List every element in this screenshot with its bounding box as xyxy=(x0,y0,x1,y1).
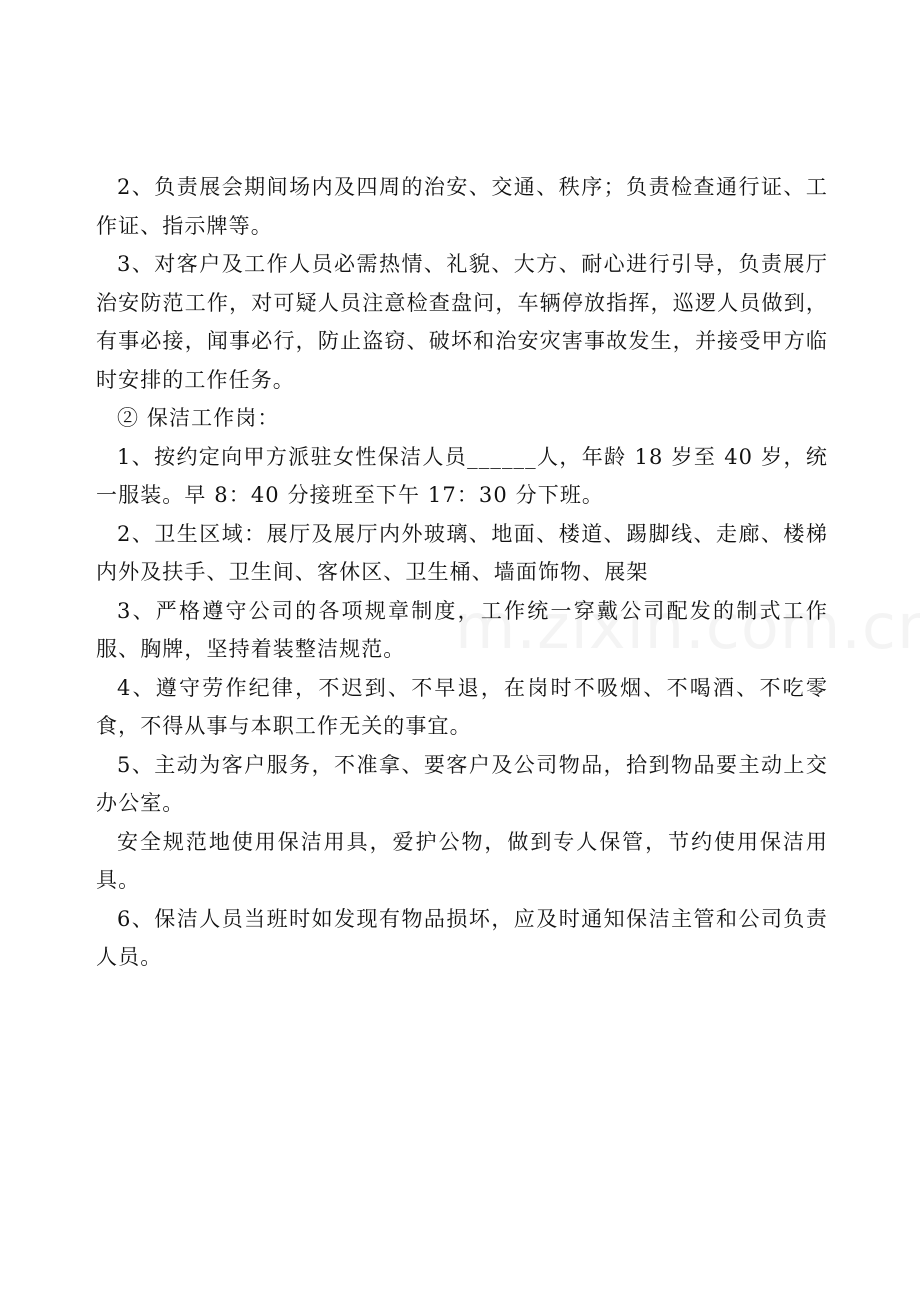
paragraph-security-duty-3: 3、对客户及工作人员必需热情、礼貌、大方、耐心进行引导，负责展厅治安防范工作，对可疑人员注意检查盘问，车辆停放指挥，巡逻人员做到，有事必接，闻事必行，防止盗窃、破坏和治安灾害事故发生，并接受甲方临时安排的工作任务。 xyxy=(96,252,828,392)
paragraph-security-duty-2: 2、负责展会期间场内及四周的治安、交通、秩序；负责检查通行证、工作证、指示牌等。 xyxy=(96,175,828,238)
paragraph-cleaning-duty-4: 4、遵守劳作纪律，不迟到、不早退，在岗时不吸烟、不喝酒、不吃零食，不得从事与本职工作无关的事宜。 xyxy=(96,675,828,738)
paragraph-cleaning-tools: 安全规范地使用保洁用具，爱护公物，做到专人保管，节约使用保洁用具。 xyxy=(96,829,828,892)
section-heading-cleaning-post: ② 保洁工作岗： xyxy=(117,406,280,430)
paragraph-cleaning-duty-5: 5、主动为客户服务，不准拿、要客户及公司物品，拾到物品要主动上交办公室。 xyxy=(96,752,828,815)
paragraph-cleaning-duty-6: 6、保洁人员当班时如发现有物品损坏，应及时通知保洁主管和公司负责人员。 xyxy=(96,906,828,969)
paragraph-cleaning-duty-1: 1、按约定向甲方派驻女性保洁人员______人，年龄 18 岁至 40 岁，统一服装。早 8：40 分接班至下午 17：30 分下班。 xyxy=(96,444,828,507)
paragraph-cleaning-duty-2: 2、卫生区域：展厅及展厅内外玻璃、地面、楼道、踢脚线、走廊、楼梯内外及扶手、卫生间、客休区、卫生桶、墙面饰物、展架 xyxy=(96,521,828,584)
paragraph-cleaning-duty-3: 3、严格遵守公司的各项规章制度，工作统一穿戴公司配发的制式工作服、胸牌，坚持着装整洁规范。 xyxy=(96,598,828,661)
